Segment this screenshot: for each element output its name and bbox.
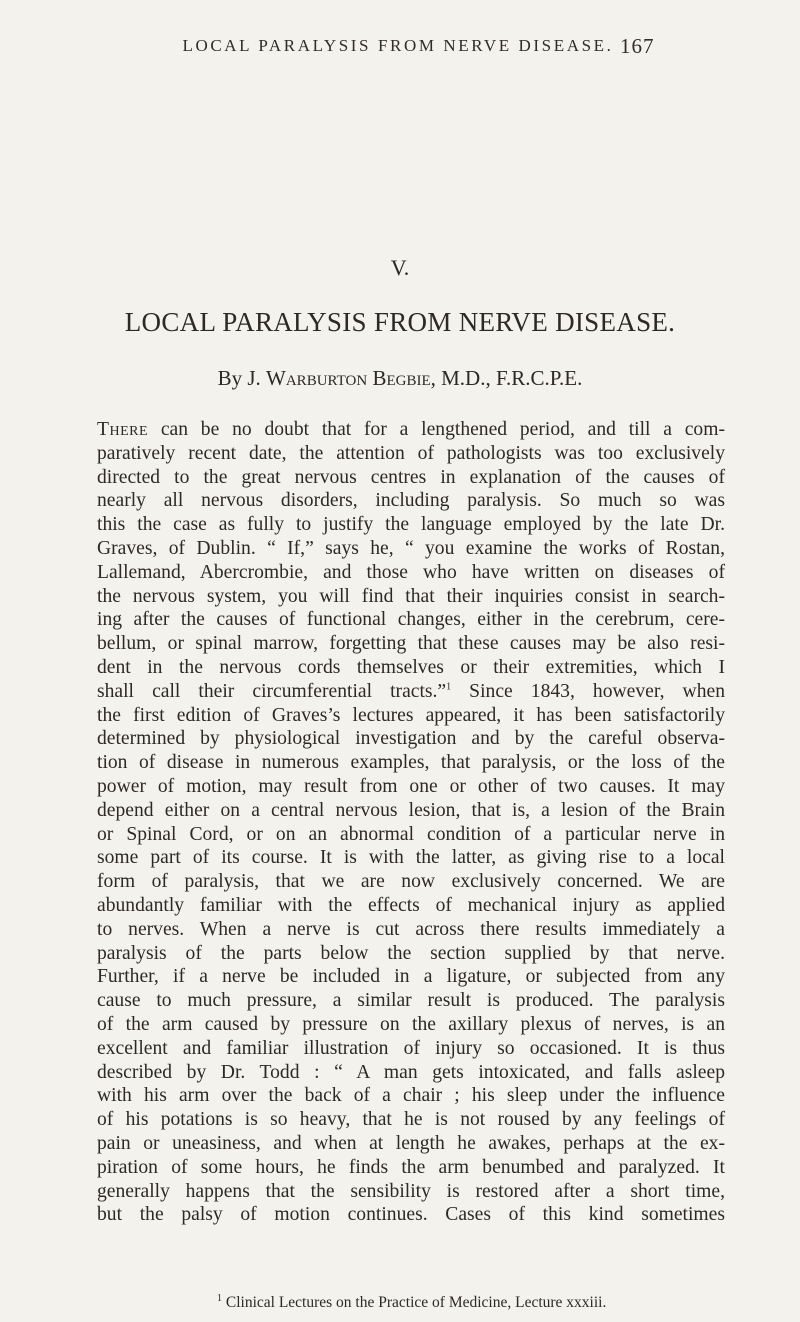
body-line: Lallemand, Abercrombie, and those who have written on diseases of xyxy=(97,561,725,583)
body-line: the first edition of Graves’s lectures appeared, it has been satisfactorily xyxy=(97,704,725,726)
body-line: of his potations is so heavy, that he is not roused by any feelings of xyxy=(97,1109,725,1131)
byline-prefix: By J. xyxy=(217,366,267,390)
byline xyxy=(0,366,800,391)
body-text xyxy=(97,418,725,1227)
body-line: depend either on a central nervous lesion, that is, a lesion of the Brain xyxy=(97,799,725,821)
body-line: abundantly familiar with the effects of mechanical injury as applied xyxy=(97,894,725,916)
page-number: 167 xyxy=(620,34,655,58)
body-line: to nerves. When a nerve is cut across there results immediately a xyxy=(97,918,725,940)
body-line: of the arm caused by pressure on the axillary plexus of nerves, is an xyxy=(97,1013,725,1035)
body-line: generally happens that the sensibility is restored after a short time, xyxy=(97,1180,725,1202)
footnote xyxy=(217,1294,777,1312)
body-line: this the case as fully to justify the language employed by the late Dr. xyxy=(97,514,725,536)
body-line: excellent and familiar illustration of injury so occasioned. It is thus xyxy=(97,1037,725,1059)
chapter-number: V. xyxy=(390,255,410,280)
footnote-reference: 1 xyxy=(446,681,452,693)
body-line-text: shall call their circumferential tracts.” xyxy=(97,680,447,702)
body-line: dent in the nervous cords themselves or their extremities, which I xyxy=(97,656,725,678)
running-head: LOCAL PARALYSIS FROM NERVE DISEASE. xyxy=(182,36,614,55)
body-line: ing after the causes of functional changes, either in the cerebrum, cere- xyxy=(97,609,725,631)
body-line: cause to much pressure, a similar result is produced. The paralysis xyxy=(97,990,725,1012)
body-line: bellum, or spinal marrow, forgetting that these causes may be also resi- xyxy=(97,633,725,655)
body-line: but the palsy of motion continues. Cases of this kind sometimes xyxy=(97,1204,725,1226)
body-line: form of paralysis, that we are now exclusively concerned. We are xyxy=(97,871,725,893)
body-line: with his arm over the back of a chair ; his sleep under the influence xyxy=(97,1085,725,1107)
byline-suffix: , M.D., F.R.C.P.E. xyxy=(430,366,583,390)
body-line: paratively recent date, the attention of pathologists was too exclusively xyxy=(97,442,725,464)
body-line xyxy=(97,418,725,442)
body-line: or Spinal Cord, or on an abnormal condition of a particular nerve in xyxy=(97,823,725,845)
body-line: tion of disease in numerous examples, that paralysis, or the loss of the xyxy=(97,752,725,774)
byline-author-name: Warburton Begbie xyxy=(266,366,431,390)
body-line: power of motion, may result from one or other of two causes. It may xyxy=(97,775,725,797)
footnote-marker: 1 xyxy=(217,1292,222,1304)
body-line-text: Since 1843, however, when xyxy=(451,680,725,702)
body-line: paralysis of the parts below the section supplied by that nerve. xyxy=(97,942,725,964)
body-line: directed to the great nervous centres in explanation of the causes of xyxy=(97,466,725,488)
body-line: the nervous system, you will find that their inquiries consist in search- xyxy=(97,585,725,607)
body-line xyxy=(97,680,725,704)
body-line: some part of its course. It is with the latter, as giving rise to a local xyxy=(97,847,725,869)
body-line: Further, if a nerve be included in a ligature, or subjected from any xyxy=(97,966,725,988)
footnote-text: Clinical Lectures on the Practice of Medicine, Lecture xxxiii. xyxy=(222,1294,607,1311)
lead-word: There xyxy=(97,419,149,440)
body-line: described by Dr. Todd : “ A man gets intoxicated, and falls asleep xyxy=(97,1061,725,1083)
body-line: piration of some hours, he finds the arm benumbed and paralyzed. It xyxy=(97,1156,725,1178)
body-line: pain or uneasiness, and when at length he awakes, perhaps at the ex- xyxy=(97,1132,725,1154)
body-line-text: can be no doubt that for a lengthened period, and till a com- xyxy=(148,419,725,440)
chapter-title: LOCAL PARALYSIS FROM NERVE DISEASE. xyxy=(124,307,676,337)
body-line: nearly all nervous disorders, including paralysis. So much so was xyxy=(97,490,725,512)
body-line: determined by physiological investigation and by the careful observa- xyxy=(97,728,725,750)
body-line: Graves, of Dublin. “ If,” says he, “ you examine the works of Rostan, xyxy=(97,537,725,559)
